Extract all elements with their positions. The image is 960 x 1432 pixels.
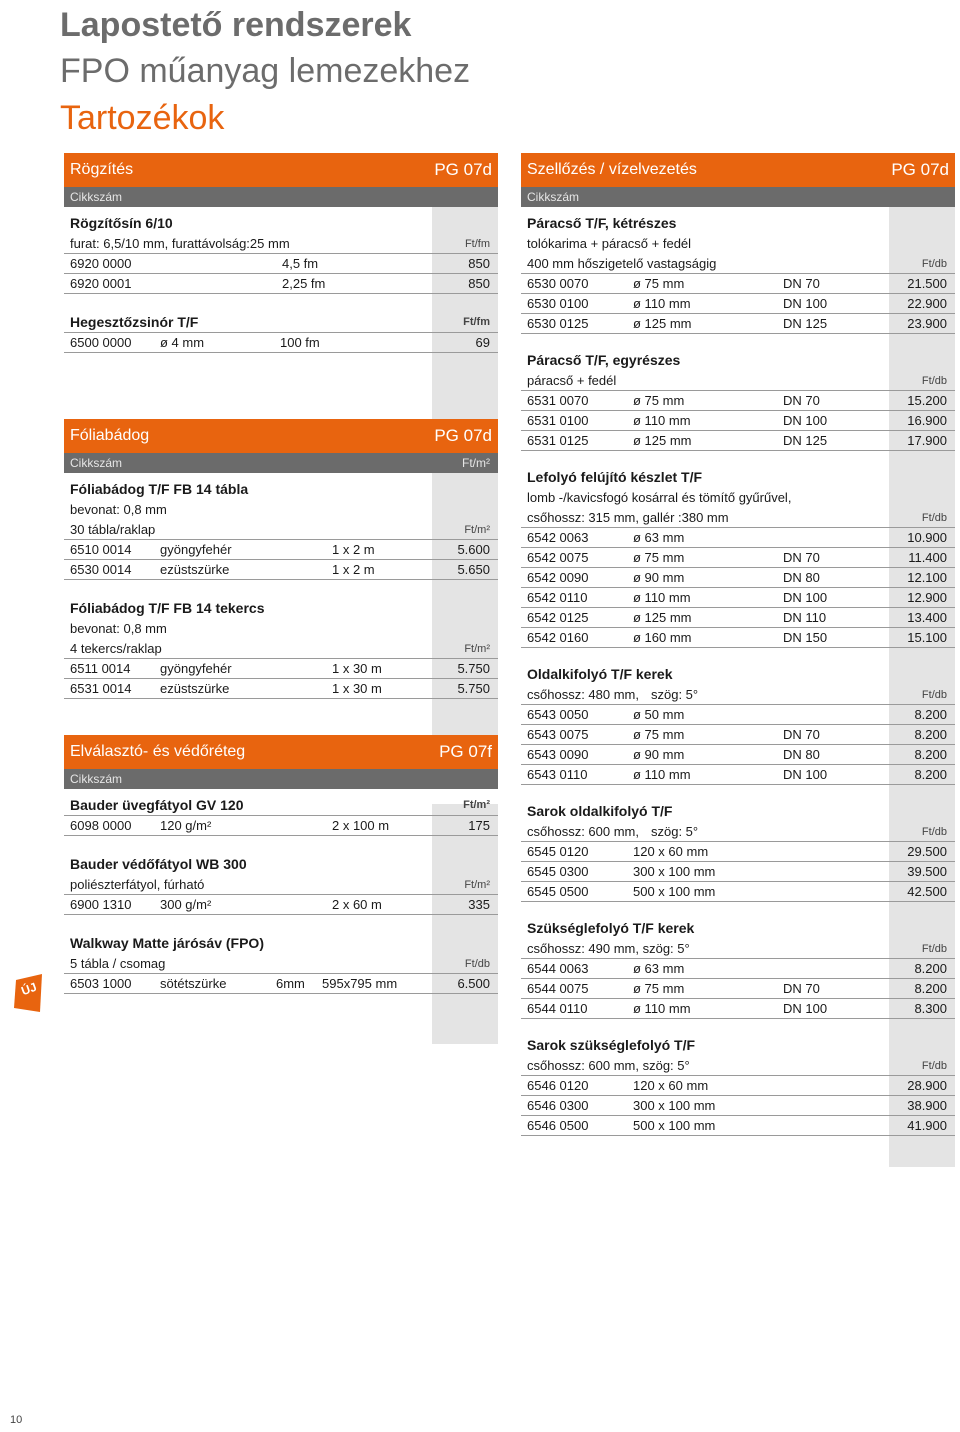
product-name-text: Bauder védőfátyol WB 300 (70, 856, 247, 872)
price-unit: Ft/db (921, 512, 947, 524)
page-titles (60, 2, 470, 142)
product-description-text: csőhossz: 315 mm, gallér :380 mm (527, 510, 729, 525)
product-description-angle: szög: 5° (651, 687, 699, 702)
price: 12.100 (907, 570, 947, 585)
price-unit: Ft/m² (463, 799, 490, 811)
table-row (521, 274, 955, 294)
spec-2: DN 100 (783, 296, 828, 311)
product-description (521, 1056, 955, 1076)
price: 38.900 (907, 1098, 947, 1113)
price-unit: Ft/db (921, 1060, 947, 1072)
section (521, 153, 955, 1136)
product-name-text: Sarok oldalkifolyó T/F (527, 803, 673, 819)
spec-1: 2,25 fm (282, 276, 326, 291)
table-row (521, 568, 955, 588)
spec-2: DN 125 (783, 433, 828, 448)
product-description-text: 4 tekercs/raklap (70, 641, 162, 656)
price-unit: Ft/m² (464, 879, 490, 891)
table-row (521, 431, 955, 451)
spec-1: gyöngyfehér (160, 542, 232, 557)
spec-1: ezüstszürke (160, 562, 230, 577)
table-row (64, 540, 498, 560)
price-unit: Ft/db (464, 958, 490, 970)
product-name-text: Hegesztőzsinór T/F (70, 314, 199, 330)
table-row (521, 588, 955, 608)
price: 13.400 (907, 610, 947, 625)
table-row (64, 333, 498, 353)
price: 5.600 (457, 542, 490, 557)
section-title: Elválasztó- és védőréteg (70, 743, 246, 760)
spec-1: ø 75 mm (633, 550, 685, 565)
product-name-text: Fóliabádog T/F FB 14 tekercs (70, 600, 265, 616)
product-name (521, 918, 955, 939)
spec-1: ø 75 mm (633, 393, 685, 408)
product-name (64, 598, 498, 619)
price: 16.900 (907, 413, 947, 428)
product-description (64, 954, 498, 974)
spec-1: ø 75 mm (633, 276, 685, 291)
section (64, 153, 498, 353)
product-description-text: bevonat: 0,8 mm (70, 502, 167, 517)
product-name (64, 933, 498, 954)
spec-2: 1 x 2 m (332, 542, 375, 557)
spec-2: DN 70 (783, 981, 820, 996)
table-row (64, 816, 498, 836)
price: 5.750 (457, 661, 490, 676)
spec-2: DN 110 (783, 610, 827, 625)
table-row (64, 659, 498, 679)
product-name-text: Fóliabádog T/F FB 14 tábla (70, 481, 249, 497)
product-description (64, 619, 498, 639)
product-name (521, 1035, 955, 1056)
price-unit: Ft/m² (464, 643, 490, 655)
article-number: 6542 0075 (527, 550, 589, 565)
spec-2: 1 x 30 m (332, 661, 382, 676)
product-group-code: PG 07d (891, 160, 949, 179)
product-description (64, 875, 498, 895)
column-header-row (64, 769, 498, 789)
spec-2: 100 fm (280, 335, 320, 350)
spec-1: ø 63 mm (633, 961, 685, 976)
article-number: 6545 0120 (527, 844, 589, 859)
article-number: 6542 0160 (527, 630, 589, 645)
product-description (521, 234, 955, 254)
article-number: 6531 0070 (527, 393, 589, 408)
price: 28.900 (907, 1078, 947, 1093)
table-row (64, 974, 498, 994)
spec-2: 1 x 2 m (332, 562, 375, 577)
article-number: 6543 0075 (527, 727, 589, 742)
article-number: 6530 0100 (527, 296, 589, 311)
table-row (521, 411, 955, 431)
table-row (64, 895, 498, 915)
article-number: 6530 0125 (527, 316, 589, 331)
product-description (64, 234, 498, 254)
spec-1: 120 g/m² (160, 818, 212, 833)
article-number: 6542 0090 (527, 570, 589, 585)
article-number: 6542 0063 (527, 530, 589, 545)
product-block (64, 795, 498, 836)
product-description-text: tolókarima + páracső + fedél (527, 236, 692, 251)
column-header-label: Cikkszám (527, 190, 580, 204)
table-row (521, 725, 955, 745)
spec-2: DN 70 (783, 550, 820, 565)
spec-1: 500 x 100 mm (633, 884, 716, 899)
product-block (521, 213, 955, 334)
product-name (64, 312, 498, 333)
article-number: 6920 0001 (70, 276, 132, 291)
article-number: 6530 0070 (527, 276, 589, 291)
product-description-text: 400 mm hőszigetelő vastagságig (527, 256, 717, 271)
article-number: 6098 0000 (70, 818, 132, 833)
price-unit: Ft/db (921, 689, 947, 701)
spec-1: ø 63 mm (633, 530, 685, 545)
price: 39.500 (907, 864, 947, 879)
table-row (521, 294, 955, 314)
spec-1: ø 125 mm (633, 433, 692, 448)
product-description-text: csőhossz: 480 mm, (527, 687, 639, 702)
spec-2: DN 80 (783, 570, 820, 585)
spec-2: DN 125 (783, 316, 828, 331)
spec-3: 595x795 mm (322, 976, 398, 991)
table-row (521, 745, 955, 765)
product-block (64, 312, 498, 353)
spec-2: DN 80 (783, 747, 820, 762)
price: 8.200 (914, 767, 947, 782)
table-row (64, 254, 498, 274)
table-row (521, 765, 955, 785)
product-description-text: poliészterfátyol, fúrható (70, 877, 205, 892)
table-row (521, 862, 955, 882)
table-row (521, 705, 955, 725)
price: 8.200 (914, 727, 947, 742)
price: 335 (468, 897, 490, 912)
article-number: 6544 0110 (527, 1001, 588, 1016)
table-row (64, 274, 498, 294)
table-row (521, 959, 955, 979)
section-header (64, 153, 498, 187)
price: 8.200 (914, 747, 947, 762)
price-unit: Ft/db (921, 826, 947, 838)
spec-2: DN 100 (783, 767, 828, 782)
spec-1: ø 110 mm (633, 590, 691, 605)
section-header (521, 153, 955, 187)
article-number: 6543 0110 (527, 767, 588, 782)
spec-1: ø 75 mm (633, 981, 685, 996)
product-name-text: Sarok szükséglefolyó T/F (527, 1037, 696, 1053)
spec-1: ø 110 mm (633, 1001, 691, 1016)
product-description (521, 254, 955, 274)
price-unit: Ft/m² (464, 524, 490, 536)
product-block (521, 1035, 955, 1136)
product-description-text: csőhossz: 490 mm, szög: 5° (527, 941, 690, 956)
product-name (521, 467, 955, 488)
product-block (521, 918, 955, 1019)
table-row (521, 1076, 955, 1096)
table-row (521, 882, 955, 902)
product-name-text: Rögzítősín 6/10 (70, 215, 173, 231)
spec-1: sötétszürke (160, 976, 227, 991)
table-row (521, 528, 955, 548)
price: 175 (468, 818, 490, 833)
product-group-code: PG 07d (434, 160, 492, 179)
section (64, 735, 498, 994)
spec-1: 120 x 60 mm (633, 1078, 709, 1093)
table-row (521, 1116, 955, 1136)
product-block (64, 598, 498, 699)
product-name-text: Lefolyó felújító készlet T/F (527, 469, 703, 485)
price: 850 (468, 256, 490, 271)
spec-1: 500 x 100 mm (633, 1118, 716, 1133)
table-row (521, 628, 955, 648)
spec-1: ø 125 mm (633, 610, 692, 625)
price: 10.900 (907, 530, 947, 545)
product-name (521, 213, 955, 234)
product-description-text: 30 tábla/raklap (70, 522, 156, 537)
product-block (521, 801, 955, 902)
price: 5.650 (457, 562, 490, 577)
column-header-row (64, 187, 498, 207)
product-name (521, 801, 955, 822)
left-column (64, 153, 498, 994)
spec-1: 4,5 fm (282, 256, 319, 271)
product-group-code: PG 07d (434, 426, 492, 445)
table-row (64, 560, 498, 580)
spec-2: 1 x 30 m (332, 681, 382, 696)
product-description-text: lomb -/kavicsfogó kosárral és tömítő gyűrűvel, (527, 490, 792, 505)
article-number: 6510 0014 (70, 542, 132, 557)
article-number: 6543 0050 (527, 707, 589, 722)
spec-2: DN 150 (783, 630, 828, 645)
spec-1: ø 90 mm (633, 570, 685, 585)
page-section-title: Tartozékok (60, 99, 225, 137)
price-unit: Ft/fm (463, 316, 490, 328)
section (64, 419, 498, 699)
product-block (64, 854, 498, 915)
right-column (521, 153, 955, 1136)
new-badge-label: ÚJ (19, 979, 39, 999)
article-number: 6544 0063 (527, 961, 589, 976)
section-header (64, 735, 498, 769)
article-number: 6542 0125 (527, 610, 589, 625)
price: 41.900 (907, 1118, 947, 1133)
price: 8.200 (914, 961, 947, 976)
product-name (64, 213, 498, 234)
table-row (521, 842, 955, 862)
product-name-text: Walkway Matte járósáv (FPO) (70, 935, 264, 951)
product-block (521, 664, 955, 785)
product-block (64, 213, 498, 294)
product-description (521, 822, 955, 842)
table-row (64, 679, 498, 699)
spec-2: 6mm (276, 976, 305, 991)
product-name-text: Oldalkifolyó T/F kerek (527, 666, 673, 682)
price-unit: Ft/db (921, 258, 947, 270)
spec-2: DN 100 (783, 413, 828, 428)
price: 5.750 (457, 681, 490, 696)
price-unit: Ft/db (921, 375, 947, 387)
article-number: 6503 1000 (70, 976, 132, 991)
column-header-unit: Ft/m² (462, 456, 490, 470)
spec-1: 300 x 100 mm (633, 1098, 716, 1113)
product-description-text: csőhossz: 600 mm, (527, 824, 639, 839)
price: 8.300 (914, 1001, 947, 1016)
spec-1: ø 4 mm (160, 335, 205, 350)
article-number: 6531 0100 (527, 413, 589, 428)
product-description-text: 5 tábla / csomag (70, 956, 166, 971)
product-name-text: Páracső T/F, egyrészes (527, 352, 681, 368)
table-row (521, 979, 955, 999)
spec-1: ø 75 mm (633, 727, 685, 742)
article-number: 6531 0014 (70, 681, 132, 696)
product-name (521, 350, 955, 371)
article-number: 6546 0500 (527, 1118, 589, 1133)
spec-1: ø 110 mm (633, 413, 691, 428)
section-title: Fóliabádog (70, 427, 150, 444)
spec-2: DN 70 (783, 276, 820, 291)
article-number: 6511 0014 (70, 661, 131, 676)
table-row (521, 1096, 955, 1116)
spec-1: ø 90 mm (633, 747, 685, 762)
spec-1: ø 110 mm (633, 767, 691, 782)
product-name-text: Szükséglefolyó T/F kerek (527, 920, 695, 936)
page-number: 10 (10, 1414, 23, 1426)
spec-1: ø 110 mm (633, 296, 691, 311)
article-number: 6544 0075 (527, 981, 589, 996)
section-title: Szellőzés / vízelvezetés (527, 161, 697, 178)
product-description-text: páracső + fedél (527, 373, 617, 388)
article-number: 6530 0014 (70, 562, 132, 577)
price: 23.900 (907, 316, 947, 331)
price: 12.900 (907, 590, 947, 605)
product-name-text: Bauder üvegfátyol GV 120 (70, 797, 244, 813)
spec-1: 120 x 60 mm (633, 844, 709, 859)
price-unit: Ft/fm (464, 238, 490, 250)
spec-2: 2 x 100 m (332, 818, 390, 833)
price: 8.200 (914, 707, 947, 722)
product-block (521, 467, 955, 648)
price: 8.200 (914, 981, 947, 996)
spec-2: 2 x 60 m (332, 897, 382, 912)
price: 21.500 (907, 276, 947, 291)
product-description (521, 371, 955, 391)
spec-2: DN 70 (783, 727, 820, 742)
product-description-angle: szög: 5° (651, 824, 699, 839)
product-block (64, 933, 498, 994)
spec-1: ø 50 mm (633, 707, 685, 722)
article-number: 6545 0500 (527, 884, 589, 899)
article-number: 6500 0000 (70, 335, 132, 350)
page-subtitle: FPO műanyag lemezekhez (60, 52, 471, 90)
product-name (64, 795, 498, 816)
table-row (521, 548, 955, 568)
price: 22.900 (907, 296, 947, 311)
spec-2: DN 70 (783, 393, 820, 408)
article-number: 6531 0125 (527, 433, 589, 448)
product-description (521, 939, 955, 959)
product-description (521, 685, 955, 705)
product-block (64, 479, 498, 580)
section-header (64, 419, 498, 453)
article-number: 6545 0300 (527, 864, 589, 879)
product-description-text: bevonat: 0,8 mm (70, 621, 167, 636)
product-name (521, 664, 955, 685)
product-name (64, 479, 498, 500)
spec-1: 300 x 100 mm (633, 864, 716, 879)
new-badge (14, 974, 44, 1012)
column-header-row (521, 187, 955, 207)
price: 42.500 (907, 884, 947, 899)
price: 69 (475, 335, 490, 350)
price: 15.200 (907, 393, 947, 408)
table-row (521, 999, 955, 1019)
article-number: 6543 0090 (527, 747, 589, 762)
spec-2: DN 100 (783, 590, 828, 605)
price: 6.500 (457, 976, 490, 991)
price: 29.500 (907, 844, 947, 859)
spec-1: gyöngyfehér (160, 661, 232, 676)
product-description (64, 500, 498, 520)
product-description-text: furat: 6,5/10 mm, furattávolság:25 mm (70, 236, 290, 251)
product-description (64, 639, 498, 659)
price: 15.100 (907, 630, 947, 645)
price: 850 (468, 276, 490, 291)
article-number: 6920 0000 (70, 256, 132, 271)
spec-2: DN 100 (783, 1001, 828, 1016)
section-title: Rögzítés (70, 161, 134, 178)
price: 17.900 (907, 433, 947, 448)
column-header-label: Cikkszám (70, 190, 123, 204)
article-number: 6546 0300 (527, 1098, 589, 1113)
column-header-label: Cikkszám (70, 456, 123, 470)
product-description (521, 488, 955, 508)
product-description (64, 520, 498, 540)
product-block (521, 350, 955, 451)
column-header-row (64, 453, 498, 473)
spec-1: ezüstszürke (160, 681, 230, 696)
product-name-text: Páracső T/F, kétrészes (527, 215, 677, 231)
product-group-code: PG 07f (439, 742, 492, 761)
spec-1: ø 160 mm (633, 630, 692, 645)
column-header-label: Cikkszám (70, 772, 123, 786)
article-number: 6542 0110 (527, 590, 588, 605)
table-row (521, 314, 955, 334)
product-description-text: csőhossz: 600 mm, szög: 5° (527, 1058, 690, 1073)
table-row (521, 608, 955, 628)
article-number: 6546 0120 (527, 1078, 589, 1093)
spec-1: 300 g/m² (160, 897, 212, 912)
table-row (521, 391, 955, 411)
product-name (64, 854, 498, 875)
price: 11.400 (908, 550, 947, 565)
article-number: 6900 1310 (70, 897, 132, 912)
price-unit: Ft/db (921, 943, 947, 955)
product-description (521, 508, 955, 528)
spec-1: ø 125 mm (633, 316, 692, 331)
page-title: Lapostető rendszerek (60, 6, 412, 44)
